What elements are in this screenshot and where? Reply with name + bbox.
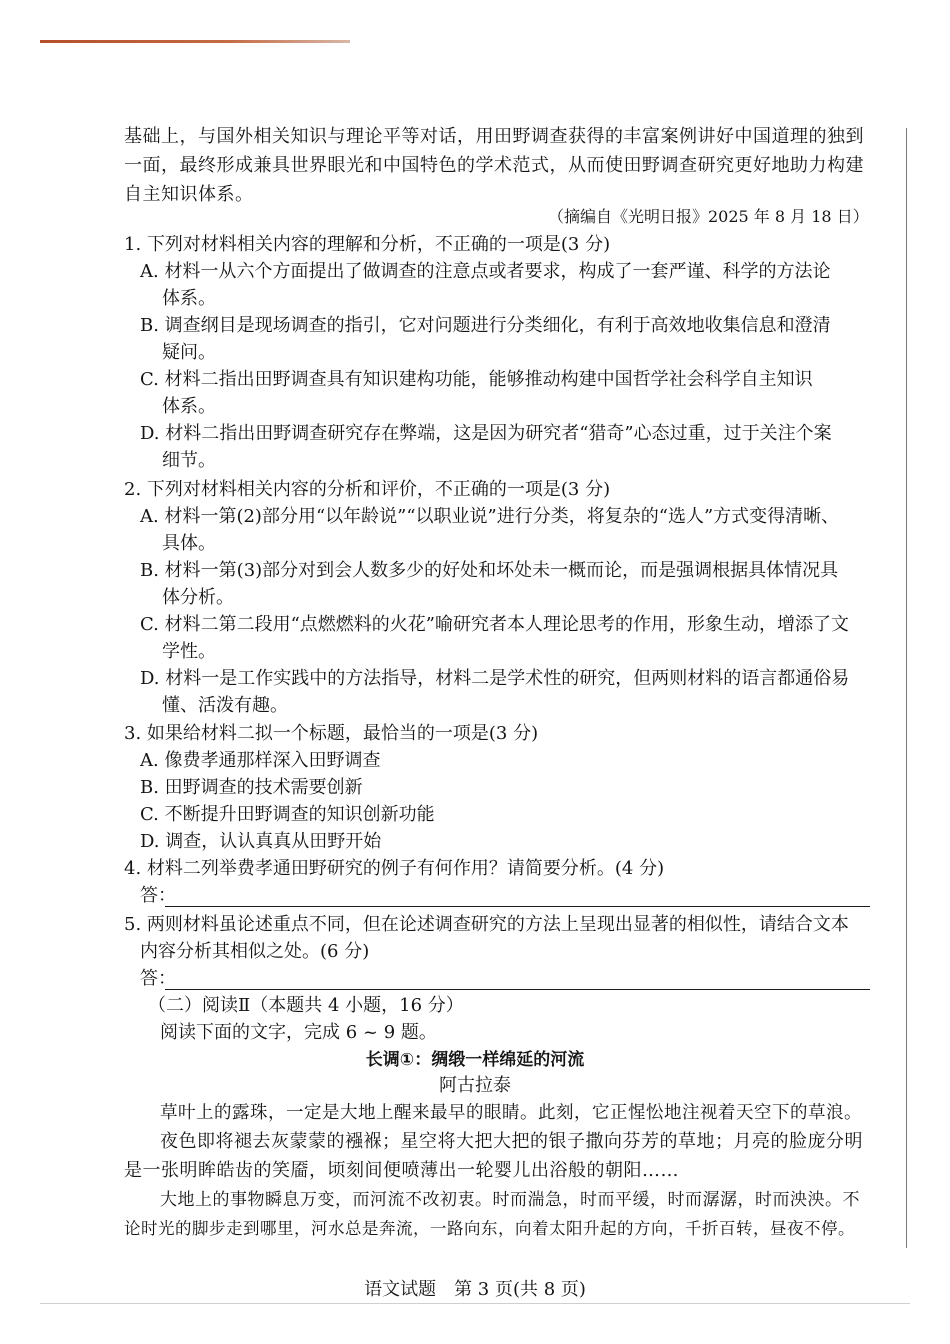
q1-option-b-cont: 疑问。 [162,342,216,363]
q3-option-c: C. 不断提升田野调查的知识创新功能 [140,804,435,825]
q1-stem: 1. 下列对材料相关内容的理解和分析，不正确的一项是(3 分) [124,234,611,255]
q1-option-a: A. 材料一从六个方面提出了做调查的注意点或者要求，构成了一套严谨、科学的方法论 [140,261,831,282]
q3-option-d: D. 调查，认认真真从田野开始 [140,831,382,852]
bottom-rule [40,1303,910,1304]
q2-stem: 2. 下列对材料相关内容的分析和评价，不正确的一项是(3 分) [124,479,611,500]
q1-option-d-cont: 细节。 [162,450,216,471]
passage-line-4: 大地上的事物瞬息万变，而河流不改初衷。时而湍急，时而平缓，时而潺潺，时而泱泱。不 [160,1190,860,1210]
q3-stem: 3. 如果给材料二拟一个标题，最恰当的一项是(3 分) [124,723,539,744]
q1-option-b: B. 调查纲目是现场调查的指引，它对问题进行分类细化，有利于高效地收集信息和澄清 [140,315,831,336]
passage-title: 长调①：绸缎一样绵延的河流 [365,1050,585,1070]
material-two-line-3: 自主知识体系。 [124,184,254,205]
q2-option-b: B. 材料一第(3)部分对到会人数多少的好处和坏处未一概而论，而是强调根据具体情况具 [140,560,839,581]
q5-answer-label: 答： [140,968,176,989]
q4-answer-label: 答： [140,885,176,906]
q2-option-c: C. 材料二第二段用“点燃燃料的火花”喻研究者本人理论思考的作用，形象生动，增添了文 [140,614,849,635]
page-footer: 语文试题 第 3 页(共 8 页) [364,1279,586,1300]
q2-option-d-cont: 懂、活泼有趣。 [162,695,288,716]
q5-answer-line[interactable] [165,989,870,990]
passage-line-2: 夜色即将褪去灰蒙蒙的襁褓；星空将大把大把的银子撒向芬芳的草地；月亮的脸庞分明 [160,1131,863,1152]
q2-option-a: A. 材料一第(2)部分用“以年龄说”“以职业说”进行分类，将复杂的“选人”方式变得清晰、 [140,506,840,527]
material-two-line-1: 基础上，与国外相关知识与理论平等对话，用田野调查获得的丰富案例讲好中国道理的独到 [124,126,864,147]
q5-stem-cont: 内容分析其相似之处。(6 分) [140,941,370,962]
passage-line-1: 草叶上的露珠，一定是大地上醒来最早的眼睛。此刻，它正惺忪地注视着天空下的草浪。 [160,1103,862,1123]
q4-answer-line[interactable] [165,906,870,907]
passage-author: 阿古拉泰 [439,1075,511,1096]
source-citation: （摘编自《光明日报》2025 年 8 月 18 日） [548,207,869,226]
q3-option-a: A. 像费孝通那样深入田野调查 [140,750,381,771]
q2-option-a-cont: 具体。 [162,533,216,554]
q1-option-d: D. 材料二指出田野调查研究存在弊端，这是因为研究者“猎奇”心态过重，过于关注个案 [140,423,832,444]
q2-option-d: D. 材料一是工作实践中的方法指导，材料二是学术性的研究，但两则材料的语言都通俗易 [140,668,850,689]
section-heading: （二）阅读Ⅱ（本题共 4 小题，16 分） [148,995,464,1016]
q5-stem: 5. 两则材料虽论述重点不同，但在论述调查研究的方法上呈现出显著的相似性，请结合文本 [124,914,849,935]
q1-option-c-cont: 体系。 [162,396,216,417]
q1-option-c: C. 材料二指出田野调查具有知识建构功能，能够推动构建中国哲学社会科学自主知识 [140,369,813,390]
passage-line-5: 论时光的脚步走到哪里，河水总是奔流，一路向东，向着太阳升起的方向，千折百转，昼夜不停。 [124,1219,855,1238]
q3-option-b: B. 田野调查的技术需要创新 [140,777,363,798]
q2-option-c-cont: 学性。 [162,641,216,662]
q2-option-b-cont: 体分析。 [162,587,234,608]
passage-line-3: 是一张明眸皓齿的笑靥，顷刻间便喷薄出一轮婴儿出浴般的朝阳…… [124,1160,679,1181]
top-decor-line [40,40,350,43]
q1-option-a-cont: 体系。 [162,288,216,309]
section-instruction: 阅读下面的文字，完成 6 ~ 9 题。 [160,1022,437,1043]
q4-stem: 4. 材料二列举费孝通田野研究的例子有何作用？请简要分析。(4 分) [124,858,665,879]
material-two-line-2: 一面，最终形成兼具世界眼光和中国特色的学术范式，从而使田野调查研究更好地助力构建 [124,155,864,176]
